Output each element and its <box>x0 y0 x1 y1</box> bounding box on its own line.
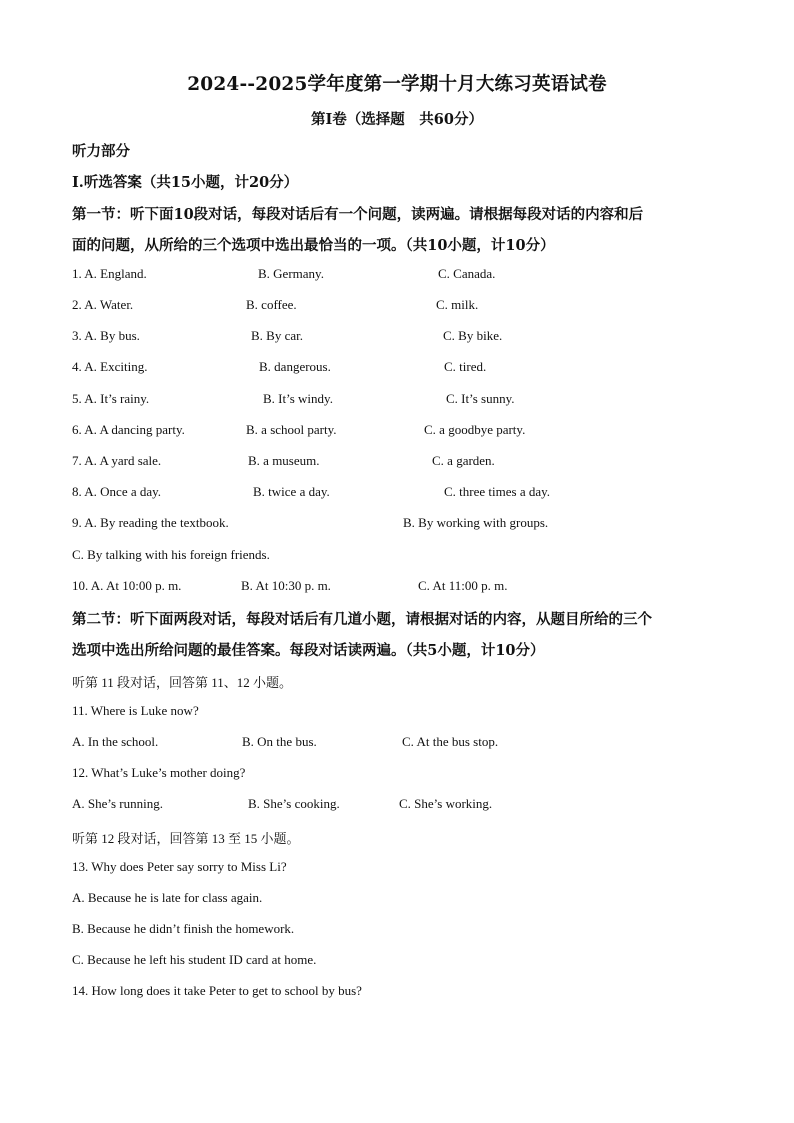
q3-option-a: 3. A. By bus. <box>72 328 140 343</box>
q8-option-a: 8. A. Once a day. <box>72 484 162 499</box>
section2-intro-line1: 第二节：听下面两段对话，每段对话后有几道小题，请根据对话的内容，从题目所给的三个 <box>72 611 652 628</box>
q3-option-c: C. By bike. <box>443 328 503 343</box>
dialog11-heading: 听第 11 段对话，回答第 11、12 小题。 <box>72 675 293 690</box>
q10-option-b: B. At 10:30 p. m. <box>241 578 331 593</box>
q11-option-c: C. At the bus stop. <box>402 734 499 749</box>
q9-option-a: 9. A. By reading the textbook. <box>72 515 229 530</box>
exam-subtitle: 第I卷（选择题 共60分） <box>311 111 483 128</box>
q9-option-c: C. By talking with his foreign friends. <box>72 547 270 562</box>
q7-option-c: C. a garden. <box>432 453 495 468</box>
q12-option-a: A. She’s running. <box>72 796 163 811</box>
q11-option-b: B. On the bus. <box>242 734 317 749</box>
q12-option-c: C. She’s working. <box>399 796 493 811</box>
q11-option-a: A. In the school. <box>72 734 159 749</box>
q10-option-a: 10. A. At 10:00 p. m. <box>72 578 182 593</box>
section1-intro-line2: 面的问题，从所给的三个选项中选出最恰当的一项。（共10小题，计10分） <box>72 237 555 254</box>
q4-option-c: C. tired. <box>444 359 487 374</box>
q2-option-c: C. milk. <box>436 297 479 312</box>
part-heading: 听力部分 <box>72 143 130 160</box>
q5-option-c: C. It’s sunny. <box>446 391 515 406</box>
q6-option-a: 6. A. A dancing party. <box>72 422 185 437</box>
q10-option-c: C. At 11:00 p. m. <box>418 578 508 593</box>
q1-option-a: 1. A. England. <box>72 266 147 281</box>
q6-option-b: B. a school party. <box>246 422 337 437</box>
q13-option-c: C. Because he left his student ID card at home. <box>72 952 317 967</box>
q12-question: 12. What’s Luke’s mother doing? <box>72 765 246 780</box>
section1-heading: I.听选答案（共15小题，计20分） <box>72 174 299 191</box>
q2-option-b: B. coffee. <box>246 297 297 312</box>
q1-option-b: B. Germany. <box>258 266 324 281</box>
q13-option-b: B. Because he didn’t finish the homework. <box>72 921 295 936</box>
q4-option-b: B. dangerous. <box>259 359 331 374</box>
q7-option-b: B. a museum. <box>248 453 320 468</box>
q1-option-c: C. Canada. <box>438 266 496 281</box>
q8-option-b: B. twice a day. <box>253 484 330 499</box>
q5-option-a: 5. A. It’s rainy. <box>72 391 150 406</box>
section1-intro-line1: 第一节：听下面10段对话，每段对话后有一个问题，读两遍。请根据每段对话的内容和后 <box>72 206 644 223</box>
q11-question: 11. Where is Luke now? <box>72 703 199 718</box>
q13-question: 13. Why does Peter say sorry to Miss Li? <box>72 859 287 874</box>
q4-option-a: 4. A. Exciting. <box>72 359 148 374</box>
q5-option-b: B. It’s windy. <box>263 391 333 406</box>
q7-option-a: 7. A. A yard sale. <box>72 453 162 468</box>
q12-option-b: B. She’s cooking. <box>248 796 340 811</box>
q14-question: 14. How long does it take Peter to get to school by bus? <box>72 983 362 998</box>
section2-intro-line2: 选项中选出所给问题的最佳答案。每段对话读两遍。（共5小题，计10分） <box>72 642 545 659</box>
dialog12-heading: 听第 12 段对话，回答第 13 至 15 小题。 <box>72 831 300 846</box>
q3-option-b: B. By car. <box>251 328 303 343</box>
q6-option-c: C. a goodbye party. <box>424 422 526 437</box>
q9-option-b: B. By working with groups. <box>403 515 549 530</box>
q13-option-a: A. Because he is late for class again. <box>72 890 263 905</box>
q2-option-a: 2. A. Water. <box>72 297 134 312</box>
q8-option-c: C. three times a day. <box>444 484 551 499</box>
exam-title: 2024--2025学年度第一学期十月大练习英语试卷 <box>187 74 607 95</box>
